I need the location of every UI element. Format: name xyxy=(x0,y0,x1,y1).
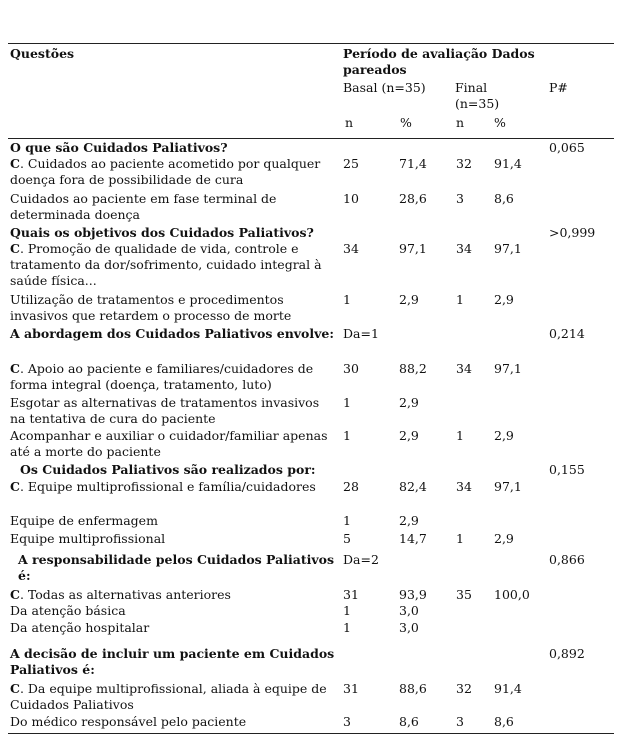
basal-n-cell: 1 xyxy=(343,603,351,618)
answer-option xyxy=(10,587,335,603)
final-pct-cell: 8,6 xyxy=(494,714,514,729)
question-text: . Apoio ao paciente e familiares/cuidadores de forma integral (doença, tratamento, luto) xyxy=(10,361,314,392)
basal-n-cell: 31 xyxy=(343,587,359,602)
answer-option xyxy=(10,714,335,730)
header-n-basal: n xyxy=(345,115,354,130)
correct-answer-marker: C xyxy=(10,361,20,376)
correct-answer-marker: C xyxy=(10,156,20,171)
question-heading xyxy=(10,326,335,342)
basal-pct-cell: 8,6 xyxy=(399,714,419,729)
basal-pct-cell: 28,6 xyxy=(399,191,427,206)
basal-n-cell: 30 xyxy=(343,361,359,376)
question-text: . Cuidados ao paciente acometido por qualquer doença fora de possibilidade de cura xyxy=(10,156,321,187)
header-final-line2: (n=35) xyxy=(455,96,500,111)
question-text: Utilização de tratamentos e procedimentos invasivos que retardem o processo de morte xyxy=(10,292,292,323)
question-text: Cuidados ao paciente em fase terminal de determinada doença xyxy=(10,191,277,222)
basal-pct-cell: 93,9 xyxy=(399,587,427,602)
final-n-cell: 3 xyxy=(456,714,464,729)
answer-option xyxy=(10,513,335,529)
basal-pct-cell: 2,9 xyxy=(399,395,419,410)
question-text: Da atenção básica xyxy=(10,603,126,618)
correct-answer-marker: C xyxy=(10,479,20,494)
question-text: Equipe multiprofissional xyxy=(10,531,166,546)
final-pct-cell: 91,4 xyxy=(494,681,522,696)
final-n-cell: 35 xyxy=(456,587,472,602)
answer-option xyxy=(10,681,335,713)
question-heading xyxy=(10,225,335,241)
answer-option xyxy=(10,620,335,636)
basal-n-cell: 31 xyxy=(343,681,359,696)
header-periodo-line1: Período de avaliação Dados xyxy=(343,46,535,61)
p-value-cell: 0,065 xyxy=(549,140,585,155)
question-heading xyxy=(10,140,335,156)
basal-pct-cell: 88,6 xyxy=(399,681,427,696)
basal-n-cell: 1 xyxy=(343,513,351,528)
header-basal: Basal (n=35) xyxy=(343,80,426,95)
final-pct-cell: 2,9 xyxy=(494,292,514,307)
final-n-cell: 1 xyxy=(456,292,464,307)
correct-answer-marker: C xyxy=(10,681,20,696)
answer-option xyxy=(10,292,335,324)
question-text: . Promoção de qualidade de vida, controle e tratamento da dor/sofrimento, cuidado integral à saúde física... xyxy=(10,241,322,288)
answer-option xyxy=(10,428,335,460)
p-value-cell: 0,214 xyxy=(549,326,585,341)
correct-answer-marker: C xyxy=(10,587,20,602)
final-n-cell: 1 xyxy=(456,428,464,443)
p-value-cell: 0,866 xyxy=(549,552,585,567)
basal-pct-cell: 14,7 xyxy=(399,531,427,546)
answer-option xyxy=(10,395,335,427)
basal-pct-cell: 2,9 xyxy=(399,292,419,307)
question-heading xyxy=(10,462,345,478)
answer-option xyxy=(10,241,335,289)
answer-option xyxy=(10,156,335,188)
question-text: . Todas as alternativas anteriores xyxy=(19,587,231,602)
basal-n-cell: 1 xyxy=(343,395,351,410)
final-pct-cell: 97,1 xyxy=(494,361,522,376)
header-pct-final: % xyxy=(494,115,506,130)
basal-n-cell: 3 xyxy=(343,714,351,729)
question-text: Da atenção hospitalar xyxy=(10,620,150,635)
basal-pct-cell: 71,4 xyxy=(399,156,427,171)
answer-option xyxy=(10,531,335,547)
final-pct-cell: 2,9 xyxy=(494,531,514,546)
final-n-cell: 34 xyxy=(456,241,472,256)
final-pct-cell: 2,9 xyxy=(494,428,514,443)
basal-n-cell: 1 xyxy=(343,620,351,635)
correct-answer-marker: C xyxy=(10,241,20,256)
final-n-cell: 3 xyxy=(456,191,464,206)
basal-n-cell: 10 xyxy=(343,191,359,206)
header-n-final: n xyxy=(456,115,465,130)
final-n-cell: 34 xyxy=(456,479,472,494)
basal-pct-cell: 97,1 xyxy=(399,241,427,256)
basal-pct-cell: 88,2 xyxy=(399,361,427,376)
answer-option xyxy=(10,191,335,223)
answer-option xyxy=(10,479,335,495)
basal-pct-cell: 82,4 xyxy=(399,479,427,494)
question-heading xyxy=(10,552,343,584)
basal-n-cell: 34 xyxy=(343,241,359,256)
basal-n-cell: Da=2 xyxy=(343,552,379,567)
question-text: Equipe de enfermagem xyxy=(10,513,158,528)
question-text: . Da equipe multiprofissional, aliada à equipe de Cuidados Paliativos xyxy=(10,681,327,712)
basal-pct-cell: 2,9 xyxy=(399,428,419,443)
p-value-cell: >0,999 xyxy=(549,225,596,240)
p-value-cell: 0,155 xyxy=(549,462,585,477)
final-pct-cell: 8,6 xyxy=(494,191,514,206)
final-n-cell: 32 xyxy=(456,681,472,696)
question-text: Acompanhar e auxiliar o cuidador/familiar apenas até a morte do paciente xyxy=(10,428,328,459)
final-n-cell: 32 xyxy=(456,156,472,171)
question-heading xyxy=(10,646,335,678)
header-final-line1: Final xyxy=(455,80,488,95)
basal-pct-cell: 2,9 xyxy=(399,513,419,528)
basal-n-cell: Da=1 xyxy=(343,326,379,341)
basal-n-cell: 25 xyxy=(343,156,359,171)
question-text: Os Cuidados Paliativos são realizados por: xyxy=(20,462,316,477)
question-text: A decisão de incluir um paciente em Cuidados Paliativos é: xyxy=(10,646,335,677)
question-text: Do médico responsável pelo paciente xyxy=(10,714,247,729)
p-value-cell: 0,892 xyxy=(549,646,585,661)
basal-n-cell: 5 xyxy=(343,531,351,546)
question-text: Quais os objetivos dos Cuidados Paliativos? xyxy=(10,225,314,240)
basal-pct-cell: 3,0 xyxy=(399,603,419,618)
final-pct-cell: 91,4 xyxy=(494,156,522,171)
basal-n-cell: 1 xyxy=(343,428,351,443)
final-pct-cell: 97,1 xyxy=(494,241,522,256)
answer-option xyxy=(10,603,335,619)
question-text: O que são Cuidados Paliativos? xyxy=(10,140,228,155)
header-periodo-line2: pareados xyxy=(343,62,407,77)
question-text: A responsabilidade pelos Cuidados Paliativos é: xyxy=(18,552,334,583)
question-text: A abordagem dos Cuidados Paliativos envolve: xyxy=(10,326,334,341)
basal-n-cell: 28 xyxy=(343,479,359,494)
header-pct-basal: % xyxy=(400,115,412,130)
answer-option xyxy=(10,361,335,393)
final-pct-cell: 97,1 xyxy=(494,479,522,494)
question-text: . Equipe multiprofissional e família/cuidadores xyxy=(19,479,316,494)
header-p: P# xyxy=(549,80,568,95)
table-bottom-rule xyxy=(8,733,614,734)
basal-pct-cell: 3,0 xyxy=(399,620,419,635)
basal-n-cell: 1 xyxy=(343,292,351,307)
final-n-cell: 34 xyxy=(456,361,472,376)
final-n-cell: 1 xyxy=(456,531,464,546)
final-pct-cell: 100,0 xyxy=(494,587,530,602)
question-text: Esgotar as alternativas de tratamentos invasivos na tentativa de cura do paciente xyxy=(10,395,320,426)
header-questoes: Questões xyxy=(10,46,75,61)
